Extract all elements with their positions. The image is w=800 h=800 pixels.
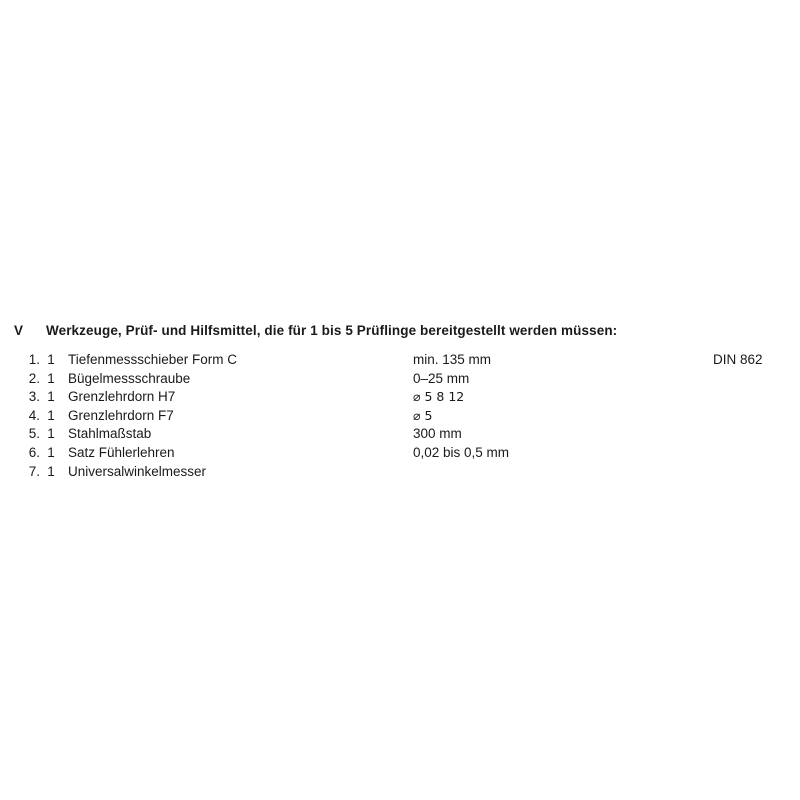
- item-name: Stahlmaßstab: [68, 426, 152, 442]
- table-row: [14, 351, 786, 370]
- item-name: Tiefenmessschieber Form C: [68, 352, 238, 367]
- item-spec: ⌀ 5 8 12: [413, 389, 465, 405]
- item-number: 2.: [28, 370, 40, 386]
- item-name: Bügelmessschraube: [68, 370, 191, 386]
- table-row: [14, 370, 786, 389]
- item-quantity: 1: [47, 389, 55, 405]
- item-spec: ⌀ 5: [413, 407, 433, 423]
- item-norm: [713, 388, 786, 407]
- item-quantity: 1: [47, 370, 55, 386]
- table-row: [14, 388, 786, 407]
- item-number: 6.: [28, 444, 40, 460]
- item-spec: min. 135 mm: [413, 352, 492, 367]
- item-quantity: 1: [47, 463, 55, 479]
- item-number: 1.: [28, 352, 40, 367]
- item-norm: [713, 444, 786, 463]
- item-number: 5.: [28, 426, 40, 442]
- item-spec: 0–25 mm: [413, 370, 470, 386]
- item-name: Grenzlehrdorn H7: [68, 389, 176, 405]
- item-quantity: 1: [47, 407, 55, 423]
- table-row: [14, 463, 786, 482]
- item-name: Satz Fühlerlehren: [68, 444, 175, 460]
- item-norm: [713, 463, 786, 482]
- tools-list-table: [14, 351, 786, 481]
- item-spec: 300 mm: [413, 426, 462, 442]
- item-norm: [713, 407, 786, 426]
- section-heading: [14, 323, 786, 338]
- table-row: [14, 407, 786, 426]
- item-norm: DIN 862: [713, 352, 763, 367]
- table-row: [14, 425, 786, 444]
- item-spec: [413, 463, 713, 482]
- item-number: 3.: [28, 389, 40, 405]
- item-quantity: 1: [47, 426, 55, 442]
- item-number: 4.: [28, 407, 40, 423]
- item-norm: [713, 425, 786, 444]
- item-name: Grenzlehrdorn F7: [68, 407, 174, 423]
- item-spec: 0,02 bis 0,5 mm: [413, 444, 510, 460]
- section-numeral: V: [14, 323, 24, 338]
- item-norm: [713, 370, 786, 389]
- item-name: Universalwinkelmesser: [68, 463, 207, 479]
- item-number: 7.: [28, 463, 40, 479]
- table-body: [14, 351, 786, 481]
- section-title: Werkzeuge, Prüf- und Hilfsmittel, die für 1 bis 5 Prüflinge bereitgestellt werden müssen:: [46, 323, 618, 338]
- item-quantity: 1: [47, 352, 55, 367]
- table-row: [14, 444, 786, 463]
- item-quantity: 1: [47, 444, 55, 460]
